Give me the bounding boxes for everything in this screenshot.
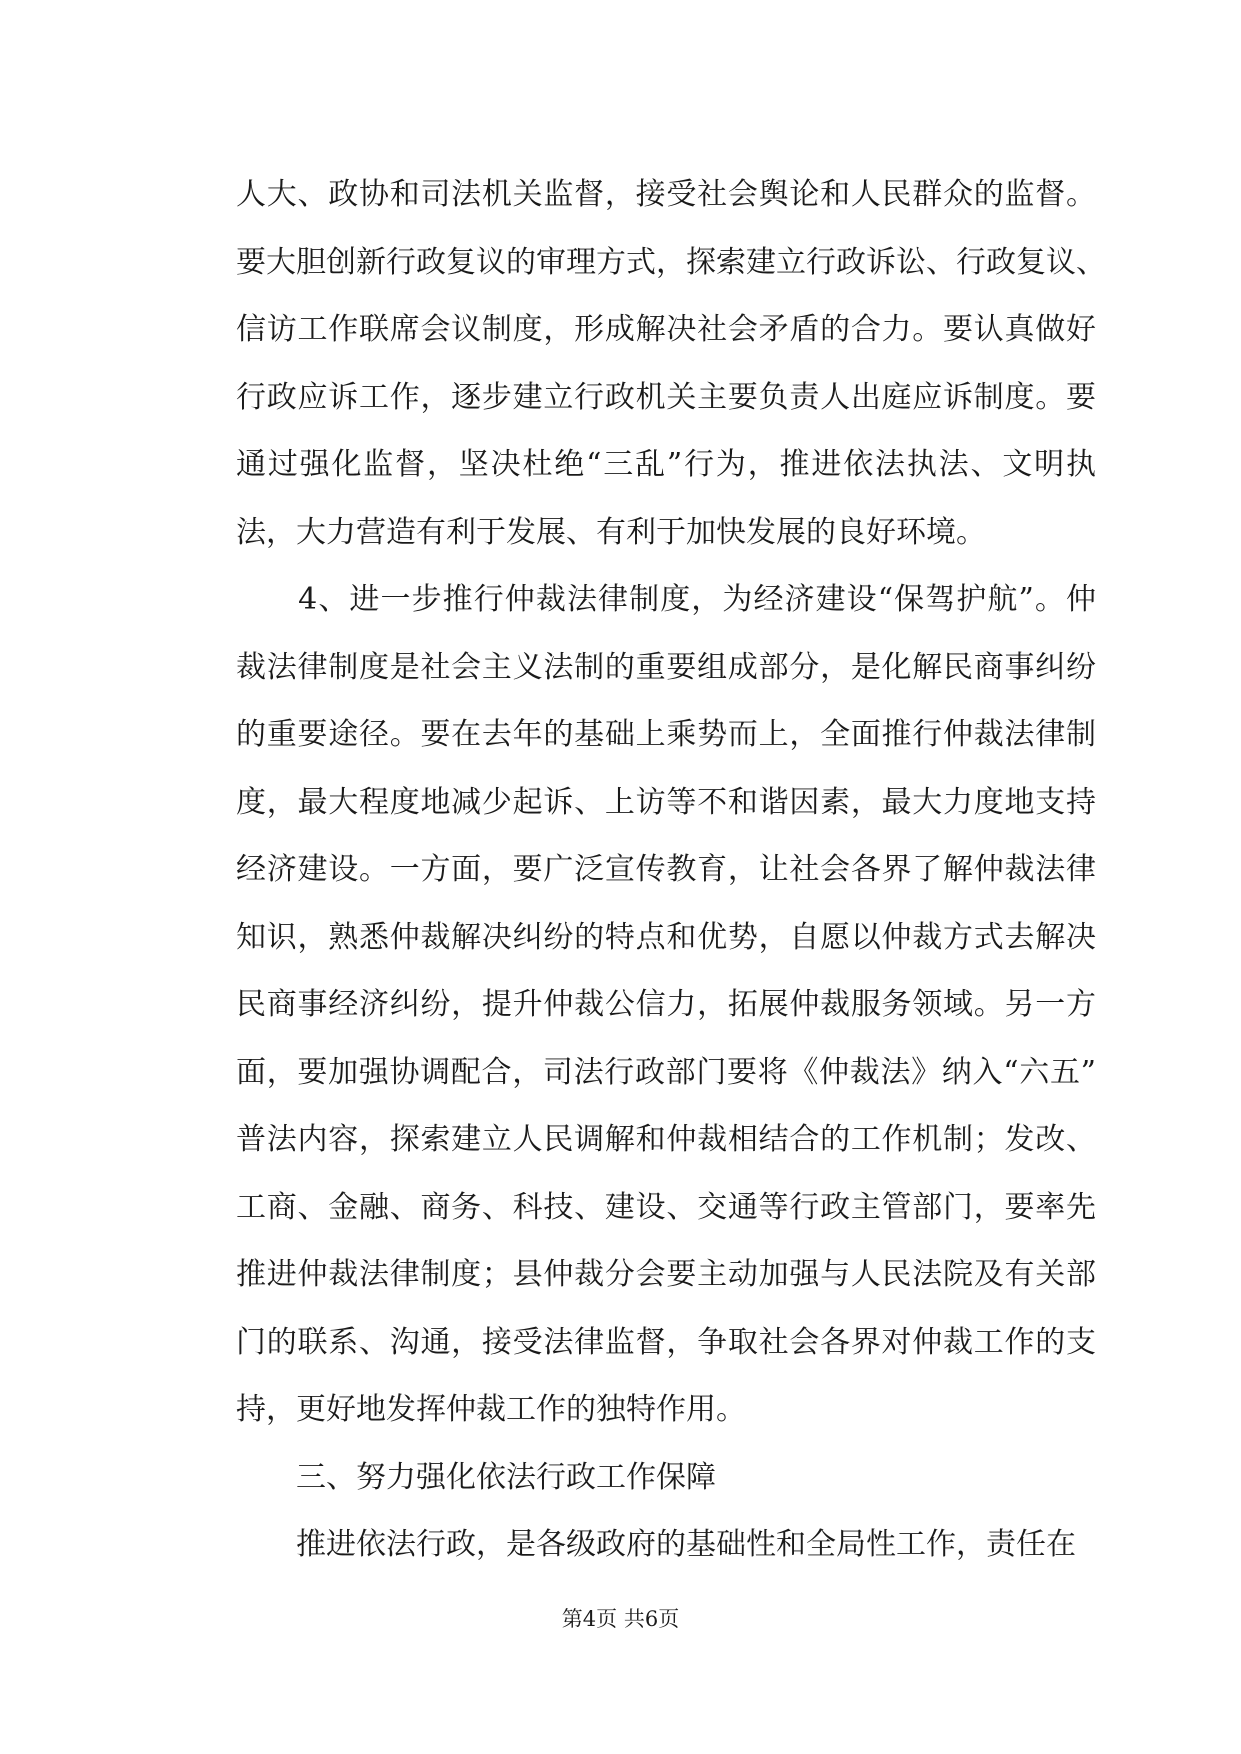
body-line: 持，更好地发挥仲裁工作的独特作用。 (236, 1392, 746, 1427)
body-line: 门的联系、沟通，接受法律监督，争取社会各界对仲裁工作的支 (236, 1325, 1096, 1360)
body-line: 推进依法行政，是各级政府的基础性和全局性工作，责任在 (236, 1527, 1076, 1562)
body-line: 的重要途径。要在去年的基础上乘势而上，全面推行仲裁法律制 (236, 717, 1096, 752)
body-line: 人大、政协和司法机关监督，接受社会舆论和人民群众的监督。 (236, 177, 1096, 212)
body-line: 知识，熟悉仲裁解决纠纷的特点和优势，自愿以仲裁方式去解决 (236, 920, 1096, 955)
body-line: 信访工作联席会议制度，形成解决社会矛盾的合力。要认真做好 (236, 312, 1096, 347)
body-line: 普法内容，探索建立人民调解和仲裁相结合的工作机制；发改、 (236, 1122, 1096, 1157)
body-line: 经济建设。一方面，要广泛宣传教育，让社会各界了解仲裁法律 (236, 852, 1096, 887)
body-line: 法，大力营造有利于发展、有利于加快发展的良好环境。 (236, 515, 986, 550)
section-heading: 三、努力强化依法行政工作保障 (236, 1460, 716, 1495)
body-line: 民商事经济纠纷，提升仲裁公信力，拓展仲裁服务领域。另一方 (236, 987, 1096, 1022)
body-line: 面，要加强协调配合，司法行政部门要将《仲裁法》纳入“六五” (236, 1055, 1096, 1090)
page-number-footer: 第4页 共6页 (561, 1607, 680, 1631)
body-line: 通过强化监督，坚决杜绝“三乱”行为，推进依法执法、文明执 (236, 447, 1096, 482)
body-line: 工商、金融、商务、科技、建设、交通等行政主管部门，要率先 (236, 1190, 1096, 1225)
paragraph-heading-line: 4、进一步推行仲裁法律制度，为经济建设“保驾护航”。仲 (236, 582, 1096, 617)
body-line: 度，最大程度地减少起诉、上访等不和谐因素，最大力度地支持 (236, 785, 1096, 820)
body-line: 推进仲裁法律制度；县仲裁分会要主动加强与人民法院及有关部 (236, 1257, 1096, 1292)
body-line: 裁法律制度是社会主义法制的重要组成部分，是化解民商事纠纷 (236, 650, 1096, 685)
body-line: 要大胆创新行政复议的审理方式，探索建立行政诉讼、行政复议、 (236, 245, 1106, 280)
body-line: 行政应诉工作，逐步建立行政机关主要负责人出庭应诉制度。要 (236, 380, 1096, 415)
